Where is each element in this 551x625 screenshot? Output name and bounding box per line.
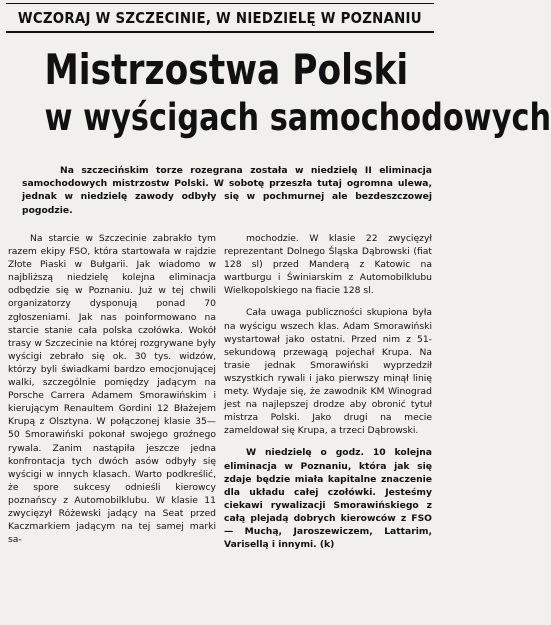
- headline-line-1: Mistrzostwa Polski: [44, 45, 409, 94]
- paragraph-start-szczecin: Na starcie w Szczecinie zabrakło tym razem ekipy FSO, która startowała w rajdzie Złote Piaski w Bułgarii. Jak wiadomo w najbliższą niedzielę kolejna eliminacja odbędzie się w Poznaniu. Już w tej chwili organizatorzy dysponują ponad 70 zgłoszeniami. Jak nas poinformowano na starcie stanie cała polska czołówka. Wokół trasy w Szczecinie na której rozgrywane były wyścigi zebrało się ok. 30 tys. widzów, którzy byli świadkami bardzo emocjonującej walki, szczególnie pomiędzy jadącym na Porsche Carrera Adamem Smorawińskim i kierującym Renaultem Gordini 12 Błażejem Krupą z Olsztyna. W połączonej klasie 35—50 Smorawiński pokonał swojego groźnego rywala. Zanim nastąpiła jeszcze jedna konfrontacja tych dwóch asów odbyły się wyścigi w innych klasach. Warto podkreślić, że spore sukcesy odnieśli kierowcy poznańscy z Automobilklubu. W klasie 11 zwycięzył Różewski jadący na Seat przed Kaczmarkiem jadącym na tej samej marki sa-: [8, 233, 216, 546]
- banner-text: WCZORAJ W SZCZECINIE, W NIEDZIELĘ W POZNANIU: [18, 8, 422, 27]
- headline-line-2: w wyścigach samochodowych: [44, 96, 551, 139]
- article-column-right: [224, 232, 432, 551]
- paragraph-main-race: Cała uwaga publiczności skupiona była na wyścigu wszech klas. Adam Smorawiński wystartował jako ostatni. Przed nim z 51-sekundową przewagą pojechał Krupa. Na trasie jednak Smorawiński wyprzedził wszystkich rywali i jako pierwszy minął linię mety. Wydaje się, że zawodnik KM Winograd jest na najlepszej drodze aby obronić tytuł mistrza Polski. Jako drugi na mecie zameldował się Krupa, a trzeci Dąbrowski.: [224, 307, 432, 437]
- article-headline: [6, 45, 551, 141]
- paragraph-class-results: mochodzie. W klasie 22 zwycięzył reprezentant Dolnego Śląska Dąbrowski (fiat 128 sl) przed Manderą z Katowic na wartburgu i Świniarskim z Automobilklubu Wielkopolskiego na fiacie 128 sl.: [224, 233, 432, 297]
- article-column-left: [8, 232, 216, 546]
- article-banner: [6, 3, 434, 33]
- paragraph-poznan-preview: W niedzielę o godz. 10 kolejna eliminacja w Poznaniu, która jak się zdaje będzie miała kapitalne znaczenie dla układu całej czołówki. Jesteśmy ciekawi rywalizacji Smorawińskiego z całą plejadą dobrych kierowców z FSO — Muchą, Jaroszewiczem, Lattarim, Varisellą i innymi. (k): [224, 447, 432, 551]
- article-lead: Na szczecińskim torze rozegrana została w niedzielę II eliminacja samochodowych mistrzostw Polski. W sobotę przeszła tutaj ogromna ulewa, jednak w niedzielę zawody odbyły się w pochmurnej ale bezdeszczowej pogodzie.: [22, 165, 432, 216]
